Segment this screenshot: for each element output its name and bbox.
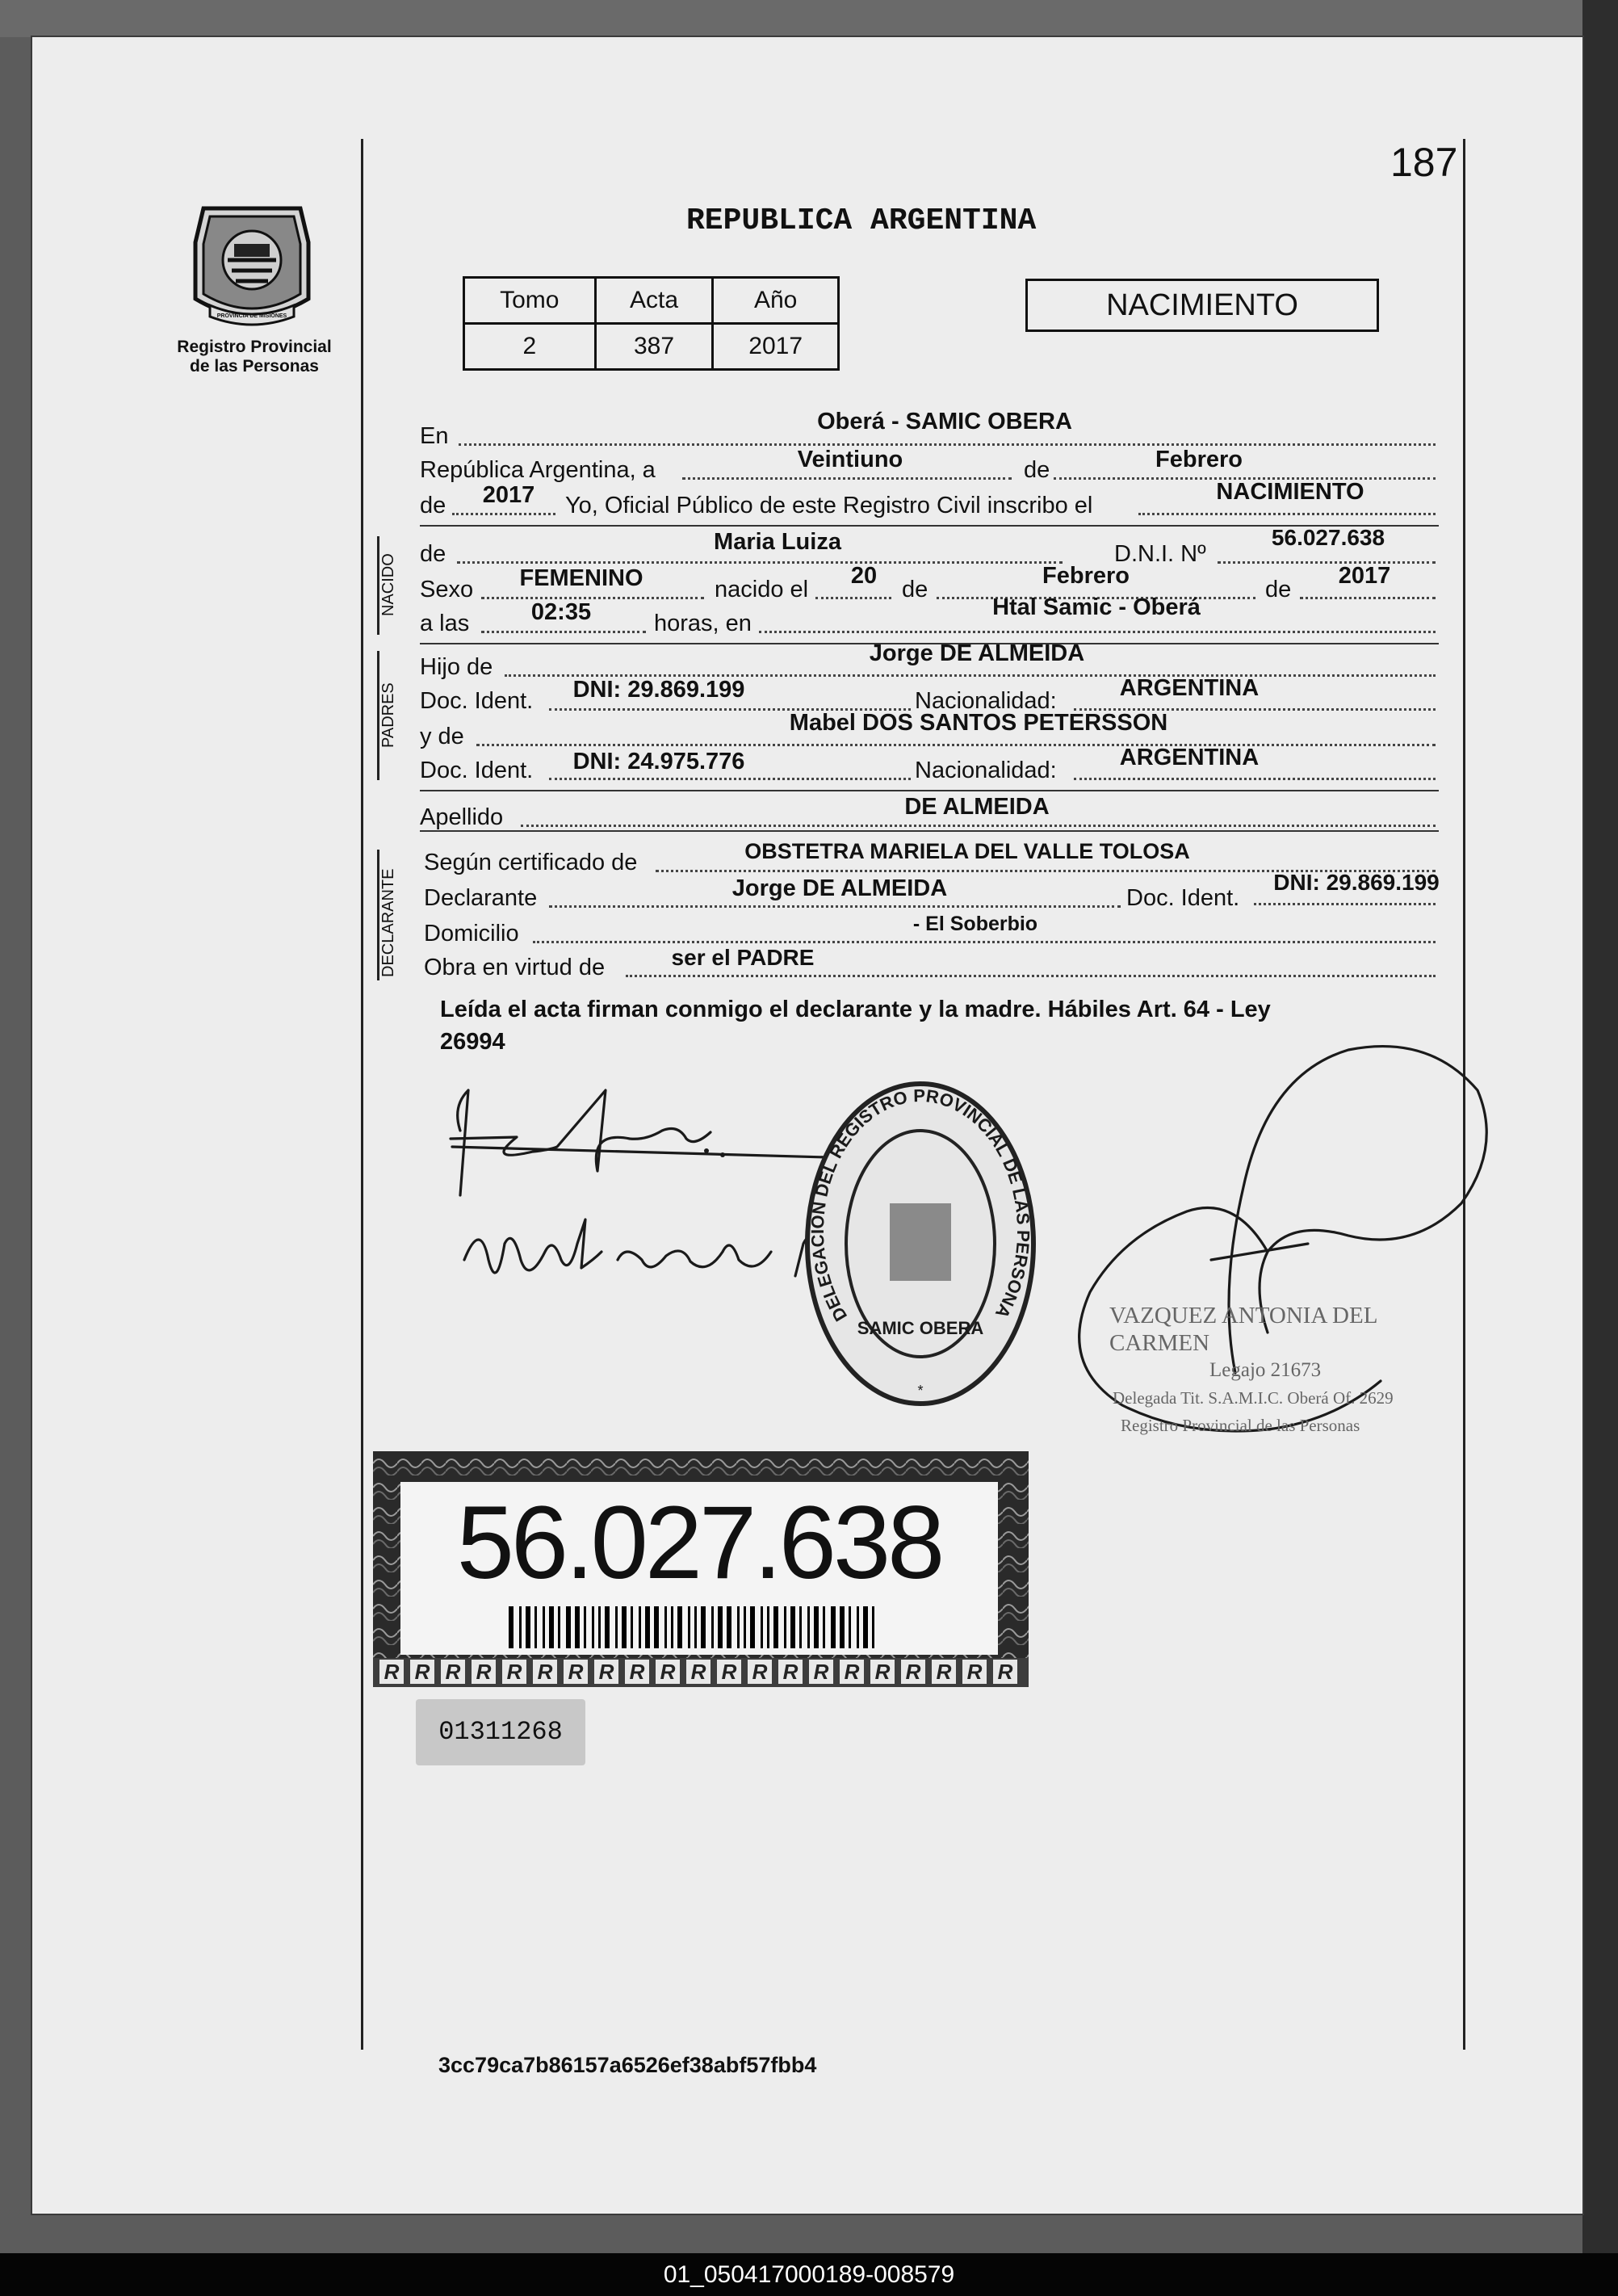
sticker-number: 56.027.638: [456, 1485, 942, 1601]
en-label: En: [420, 423, 449, 449]
barcode-bar: [799, 1606, 802, 1648]
barcode-bar: [750, 1606, 755, 1648]
barcode-bar: [872, 1606, 874, 1648]
barcode-bar: [664, 1606, 667, 1648]
birth-hour-value: 02:35: [530, 599, 592, 625]
sticker-r-letter: R: [441, 1660, 465, 1684]
decl-label: Declarante: [424, 885, 538, 911]
birth-year-dots: [1300, 597, 1436, 599]
sticker-r-letter: R: [809, 1660, 833, 1684]
de2-label: de: [420, 493, 446, 518]
barcode-bar: [863, 1606, 868, 1648]
domicilio-value: - El Soberbio: [912, 913, 1038, 935]
barcode-bar: [814, 1606, 819, 1648]
barcode-bar: [773, 1606, 778, 1648]
barcode-bar: [718, 1606, 723, 1648]
logo-caption-line-2: de las Personas: [190, 357, 319, 376]
registry-seal: [799, 1074, 1042, 1413]
barcode-bar: [615, 1606, 618, 1648]
decl-doc-label: Doc. Ident.: [1126, 885, 1240, 911]
inscribo-value: NACIMIENTO: [1216, 479, 1364, 505]
logo-ring-text: PROVINCIA DE MISIONES: [216, 313, 287, 319]
sticker-r-letter: R: [932, 1660, 956, 1684]
father-nac-value: ARGENTINA: [1119, 675, 1260, 701]
barcode-bar: [558, 1606, 560, 1648]
serial-label: 01311268: [416, 1699, 585, 1765]
sticker-r-letter: R: [748, 1660, 772, 1684]
barcode-bar: [849, 1606, 851, 1648]
father-name-value: Jorge DE ALMEIDA: [869, 640, 1085, 666]
dni-sticker: [373, 1451, 1029, 1687]
nacido-dni-value: 56.027.638: [1271, 525, 1385, 550]
barcode-bar: [694, 1606, 697, 1648]
barcode-bar: [857, 1606, 859, 1648]
place-dots: [759, 631, 1436, 633]
mother-doc-label: Doc. Ident.: [420, 758, 534, 783]
barcode-bar: [519, 1606, 522, 1648]
nacido-el-label: nacido el: [715, 577, 809, 602]
horas-label: horas, en: [654, 611, 752, 636]
separator-line: [420, 830, 1439, 832]
logo-caption-line-1: Registro Provincial: [177, 338, 332, 356]
dni-dots: [1218, 561, 1436, 564]
sticker-r-letter: R: [901, 1660, 925, 1684]
bottom-caption: 01_050417000189-008579: [0, 2253, 1618, 2296]
day-dots: [682, 477, 1012, 480]
seal-outer-text: DELEGACION DEL REGISTRO PROVINCIAL DE LAS PERSONA: [807, 1085, 1034, 1325]
month-value: Febrero: [1155, 447, 1243, 472]
official-name: VAZQUEZ ANTONIA DEL CARMEN: [1109, 1303, 1377, 1356]
sexo-dots: [481, 597, 704, 599]
sticker-r-letter: R: [993, 1660, 1017, 1684]
mother-dots: [476, 744, 1436, 746]
a-las-label: a las: [420, 611, 470, 636]
background-top: [0, 0, 1582, 37]
birth-month-value: Febrero: [1042, 563, 1130, 589]
birth-de-label: de: [902, 577, 928, 602]
background-right: [1582, 0, 1618, 2261]
page-number: 187: [1390, 140, 1458, 185]
yde-label: y de: [420, 724, 464, 749]
en-dots: [459, 443, 1436, 446]
obra-value: ser el PADRE: [671, 945, 815, 970]
mother-name-value: Mabel DOS SANTOS PETERSSON: [789, 710, 1168, 736]
closing-text-line-2: 26994: [440, 1029, 505, 1055]
sticker-r-letter: R: [778, 1660, 803, 1684]
document-type-box: NACIMIENTO: [1025, 279, 1379, 332]
sticker-r-letter: R: [962, 1660, 987, 1684]
barcode-bar: [688, 1606, 690, 1648]
acta-header: Acta: [595, 278, 713, 324]
sticker-r-letter: R: [502, 1660, 526, 1684]
barcode-bar: [605, 1606, 610, 1648]
republica-label: República Argentina, a: [420, 457, 656, 483]
sticker-r-pattern: [373, 1658, 1029, 1687]
barcode-bar: [671, 1606, 673, 1648]
barcode-bar: [622, 1606, 627, 1648]
barcode-bar: [711, 1606, 714, 1648]
seal-inner-text: SAMIC OBERA: [857, 1318, 984, 1338]
barcode-bar: [526, 1606, 530, 1648]
apellido-dots: [521, 825, 1436, 827]
official-registry: Registro Provincial de las Personas: [1121, 1416, 1360, 1435]
barcode-bar: [840, 1606, 845, 1648]
sticker-r-letter: R: [625, 1660, 649, 1684]
father-nac-label: Nacionalidad:: [915, 688, 1057, 714]
apellido-value: DE ALMEIDA: [904, 794, 1050, 820]
barcode: [509, 1606, 896, 1648]
province-logo: [187, 194, 316, 333]
mother-doc-dots: [549, 778, 911, 780]
barcode-bar: [677, 1606, 682, 1648]
declarante-section-label: DECLARANTE: [379, 868, 397, 977]
year-value: 2017: [482, 482, 535, 508]
domicilio-label: Domicilio: [424, 921, 519, 947]
official-stamp: [1109, 1302, 1448, 1439]
sticker-r-letter: R: [594, 1660, 618, 1684]
cert-value: OBSTETRA MARIELA DEL VALLE TOLOSA: [744, 839, 1190, 863]
name-dots: [457, 561, 1063, 564]
decl-value: Jorge DE ALMEIDA: [731, 875, 948, 901]
barcode-bar: [631, 1606, 633, 1648]
record-box: [463, 276, 840, 371]
closing-text-line-1: Leída el acta firman conmigo el declarante y la madre. Hábiles Art. 64 - Ley: [440, 997, 1271, 1022]
inscribo-label: Yo, Oficial Público de este Registro Civil inscribo el: [565, 493, 1093, 518]
barcode-bar: [549, 1606, 554, 1648]
separator-line: [420, 790, 1439, 791]
cert-label: Según certificado de: [424, 850, 638, 875]
sexo-value: FEMENINO: [519, 565, 643, 591]
dni-label: D.N.I. Nº: [1114, 541, 1206, 567]
barcode-bar: [761, 1606, 763, 1648]
mother-doc-value: DNI: 24.975.776: [572, 749, 745, 774]
sticker-r-letter: R: [840, 1660, 864, 1684]
mother-nac-dots: [1074, 778, 1436, 780]
day-value: Veintiuno: [797, 447, 903, 472]
nacido-section-label: NACIDO: [379, 553, 397, 616]
barcode-bar: [645, 1606, 650, 1648]
official-title: Delegada Tit. S.A.M.I.C. Oberá Of. 2629: [1113, 1388, 1394, 1408]
sexo-label: Sexo: [420, 577, 474, 602]
mother-nac-label: Nacionalidad:: [915, 758, 1057, 783]
inscribo-dots: [1138, 513, 1436, 515]
logo-caption: [161, 338, 347, 376]
left-margin-line: [361, 139, 363, 2050]
nacido-de-label: de: [420, 541, 446, 567]
birth-de2-label: de: [1265, 577, 1292, 602]
official-legajo: Legajo 21673: [1209, 1359, 1322, 1381]
seal-star: *: [917, 1383, 924, 1399]
sticker-r-letter: R: [656, 1660, 680, 1684]
sticker-r-letter: R: [870, 1660, 895, 1684]
barcode-bar: [584, 1606, 586, 1648]
sticker-r-letter: R: [410, 1660, 434, 1684]
barcode-bar: [767, 1606, 769, 1648]
barcode-bar: [543, 1606, 545, 1648]
decl-doc-value: DNI: 29.869.199: [1273, 870, 1440, 895]
barcode-bar: [534, 1606, 537, 1648]
barcode-bar: [784, 1606, 786, 1648]
father-doc-label: Doc. Ident.: [420, 688, 534, 714]
de-label: de: [1024, 457, 1050, 483]
birth-year-value: 2017: [1338, 563, 1391, 589]
barcode-bar: [701, 1606, 706, 1648]
tomo-value: 2: [464, 324, 596, 370]
page-title: REPUBLICA ARGENTINA: [686, 204, 1037, 238]
barcode-bar: [790, 1606, 795, 1648]
barcode-bar: [831, 1606, 836, 1648]
barcode-bar: [744, 1606, 746, 1648]
father-doc-value: DNI: 29.869.199: [572, 677, 745, 703]
acta-value: 387: [595, 324, 713, 370]
anio-value: 2017: [713, 324, 839, 370]
birth-day-value: 20: [850, 563, 878, 589]
obra-label: Obra en virtud de: [424, 955, 606, 980]
apellido-label: Apellido: [420, 804, 504, 830]
sticker-r-letter: R: [686, 1660, 710, 1684]
mother-nac-value: ARGENTINA: [1119, 745, 1260, 770]
barcode-bar: [807, 1606, 810, 1648]
birth-place-value: Htal Samic - Oberá: [992, 594, 1201, 620]
padres-section-label: PADRES: [379, 682, 397, 748]
sticker-r-letter: R: [472, 1660, 496, 1684]
footer-hash: 3cc79ca7b86157a6526ef38abf57fbb4: [438, 2053, 817, 2077]
sticker-r-letter: R: [564, 1660, 588, 1684]
tomo-header: Tomo: [464, 278, 596, 324]
barcode-bar: [509, 1606, 513, 1648]
barcode-bar: [575, 1606, 580, 1648]
barcode-bar: [566, 1606, 571, 1648]
sticker-r-letter: R: [533, 1660, 557, 1684]
decl-dots: [549, 905, 1121, 908]
barcode-bar: [823, 1606, 825, 1648]
barcode-bar: [639, 1606, 641, 1648]
anio-header: Año: [713, 278, 839, 324]
barcode-bar: [727, 1606, 731, 1648]
hijo-label: Hijo de: [420, 654, 493, 680]
birth-day-dots: [815, 597, 891, 599]
declarant-signature: [436, 1074, 856, 1203]
en-value: Oberá - SAMIC OBERA: [817, 409, 1072, 434]
decl-doc-dots: [1254, 903, 1436, 905]
barcode-bar: [654, 1606, 659, 1648]
barcode-bar: [598, 1606, 601, 1648]
year-dots: [452, 513, 555, 515]
barcode-bar: [737, 1606, 740, 1648]
obra-dots: [626, 975, 1436, 977]
domicilio-dots: [533, 941, 1436, 943]
sticker-r-letter: R: [717, 1660, 741, 1684]
nacido-name-value: Maria Luiza: [714, 529, 841, 555]
hour-dots: [481, 631, 646, 633]
barcode-bar: [592, 1606, 594, 1648]
sticker-r-letter: R: [379, 1660, 404, 1684]
